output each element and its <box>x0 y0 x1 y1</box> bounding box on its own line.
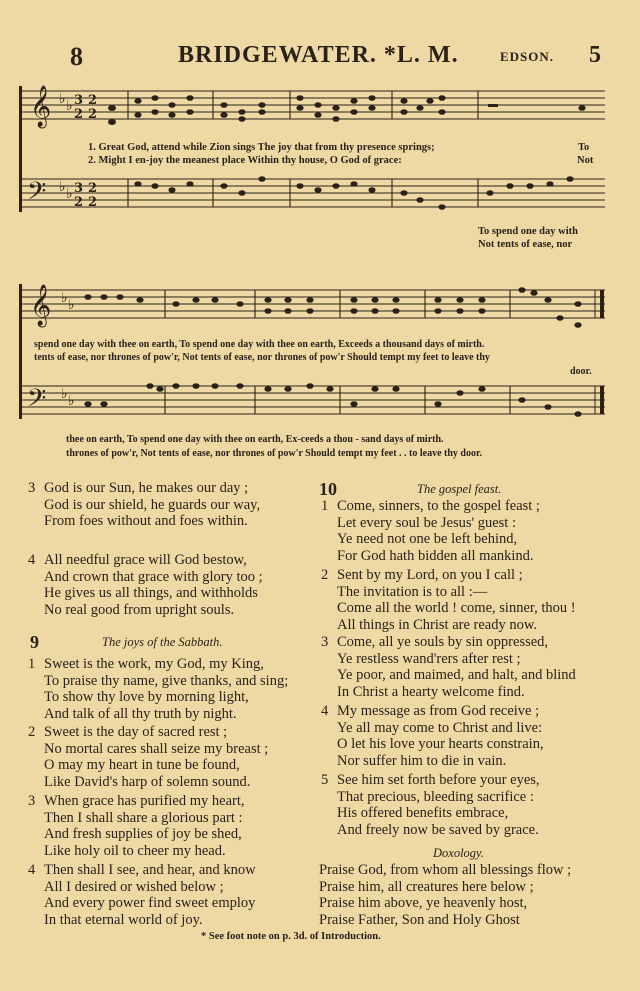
system2-top-lyric2-end: door. <box>570 366 592 377</box>
staff-bass-2 <box>22 386 605 414</box>
footnote: * See foot note on p. 3d. of Introduction. <box>201 931 381 942</box>
svg-text:♭: ♭ <box>59 91 66 107</box>
verse2-lyric: 2. Might I en-joy the meanest place Within thy house, O God of grace: <box>88 155 402 166</box>
system2-top-lyric2: tents of ease, nor thrones of pow'r, Not tents of ease, nor thrones of pow'r Should tempt my feet to leave thy <box>34 352 490 363</box>
svg-text:3: 3 <box>74 181 84 196</box>
svg-text:♭: ♭ <box>61 290 68 306</box>
stanza-10-4: 4 My message as from God receive ; Ye all may come to Christ and live: O let his love your hearts constrain, Nor suffer him to die in vain. <box>321 703 544 769</box>
doxology-text: Praise God, from whom all blessings flow ; Praise him, all creatures here below ; Praise him above, ye heavenly host, Praise Father, Son and Holy Ghost <box>319 862 572 928</box>
stanza-9-2: 2 Sweet is the day of sacred rest ; No mortal cares shall seize my breast ; O may my heart in tune be found, Like David's harp of solemn sound. <box>28 724 269 790</box>
verse2-lyric-end: Not <box>577 155 594 166</box>
stanza-9-3: 3 When grace has purified my heart, Then I shall share a glorious part : And fresh supplies of joy be shed, Like holy oil to cheer my head. <box>28 793 245 859</box>
composer-name: EDSON. <box>500 49 555 64</box>
svg-text:3: 3 <box>74 93 84 108</box>
bass-lyric-line1: To spend one day with <box>478 226 578 237</box>
svg-text:2: 2 <box>88 195 98 210</box>
svg-text:♭: ♭ <box>68 297 75 313</box>
svg-text:𝄢: 𝄢 <box>27 177 47 212</box>
stanza-8-4: 4 All needful grace will God bestow, And crown that grace with glory too ; He gives us all things, and withholds No real good from upright souls. <box>28 552 263 618</box>
svg-text:♭: ♭ <box>59 179 66 195</box>
key-number: 5 <box>589 42 601 68</box>
stanza-9-4: 4 Then shall I see, and hear, and know All I desired or wished below ; And every power find sweet employ In that eternal world of joy. <box>28 862 256 928</box>
svg-text:2: 2 <box>88 181 98 196</box>
stanza-9-1: 1 Sweet is the work, my God, my King, To praise thy name, give thanks, and sing; To show thy love by morning light, And talk of all thy truth by night. <box>28 656 289 722</box>
system2-bottom-lyric2: thrones of pow'r, Not tents of ease, nor thrones of pow'r Should tempt my feet . . to leave thy door. <box>66 448 483 459</box>
stanza-10-1: 1 Come, sinners, to the gospel feast ; Let every soul be Jesus' guest : Ye need not one be left behind, For God hath bidden all mankind. <box>321 498 540 564</box>
verse1-lyric-end: To <box>578 142 590 153</box>
doxology-title: Doxology. <box>433 846 485 860</box>
svg-text:♭: ♭ <box>68 393 75 409</box>
svg-text:2: 2 <box>74 195 84 210</box>
svg-text:𝄞: 𝄞 <box>30 86 52 127</box>
tune-title: BRIDGEWATER. *L. M. <box>178 42 459 68</box>
staff-treble-1 <box>22 91 605 119</box>
svg-text:𝄞: 𝄞 <box>30 285 52 326</box>
staff-treble-2 <box>22 290 605 318</box>
hymn-10-heading: 10 The gospel feast. <box>319 479 502 499</box>
stanza-10-5: 5 See him set forth before your eyes, That precious, bleeding sacrifice : His offered benefits embrace, And freely now be saved by grace. <box>321 772 540 838</box>
stanza-10-3: 3 Come, all ye souls by sin oppressed, Ye restless wand'rers after rest ; Ye poor, and maimed, and halt, and blind In Christ a hearty welcome find. <box>321 634 576 700</box>
stanza-8-3: 3 God is our Sun, he makes our day ; God is our shield, he guards our way, From foes without and foes within. <box>28 480 261 530</box>
svg-text:♭: ♭ <box>61 386 68 402</box>
stanza-10-2: 2 Sent by my Lord, on you I call ; The invitation is to all :— Come all the world ! come, sinner, thou ! All things in Christ are ready now. <box>321 567 576 633</box>
system2-bottom-lyric1: thee on earth, To spend one day with thee on earth, Ex-ceeds a thou - sand days of mirth. <box>66 434 444 445</box>
svg-text:♭: ♭ <box>66 98 73 114</box>
hymn-9-heading: 9 The joys of the Sabbath. <box>30 632 223 652</box>
svg-text:𝄢: 𝄢 <box>27 384 47 419</box>
system2-top-lyric1: spend one day with thee on earth, To spend one day with thee on earth, Exceeds a thousand days of mirth. <box>34 339 485 350</box>
svg-text:♭: ♭ <box>66 186 73 202</box>
svg-text:2: 2 <box>88 93 98 108</box>
svg-text:2: 2 <box>74 107 84 122</box>
staff-bass-1 <box>22 179 605 207</box>
bass-lyric-line2: Not tents of ease, nor <box>478 239 573 250</box>
svg-text:2: 2 <box>88 107 98 122</box>
page-number: 8 <box>70 42 83 71</box>
verse1-lyric: 1. Great God, attend while Zion sings The joy that from thy presence springs; <box>88 142 435 153</box>
